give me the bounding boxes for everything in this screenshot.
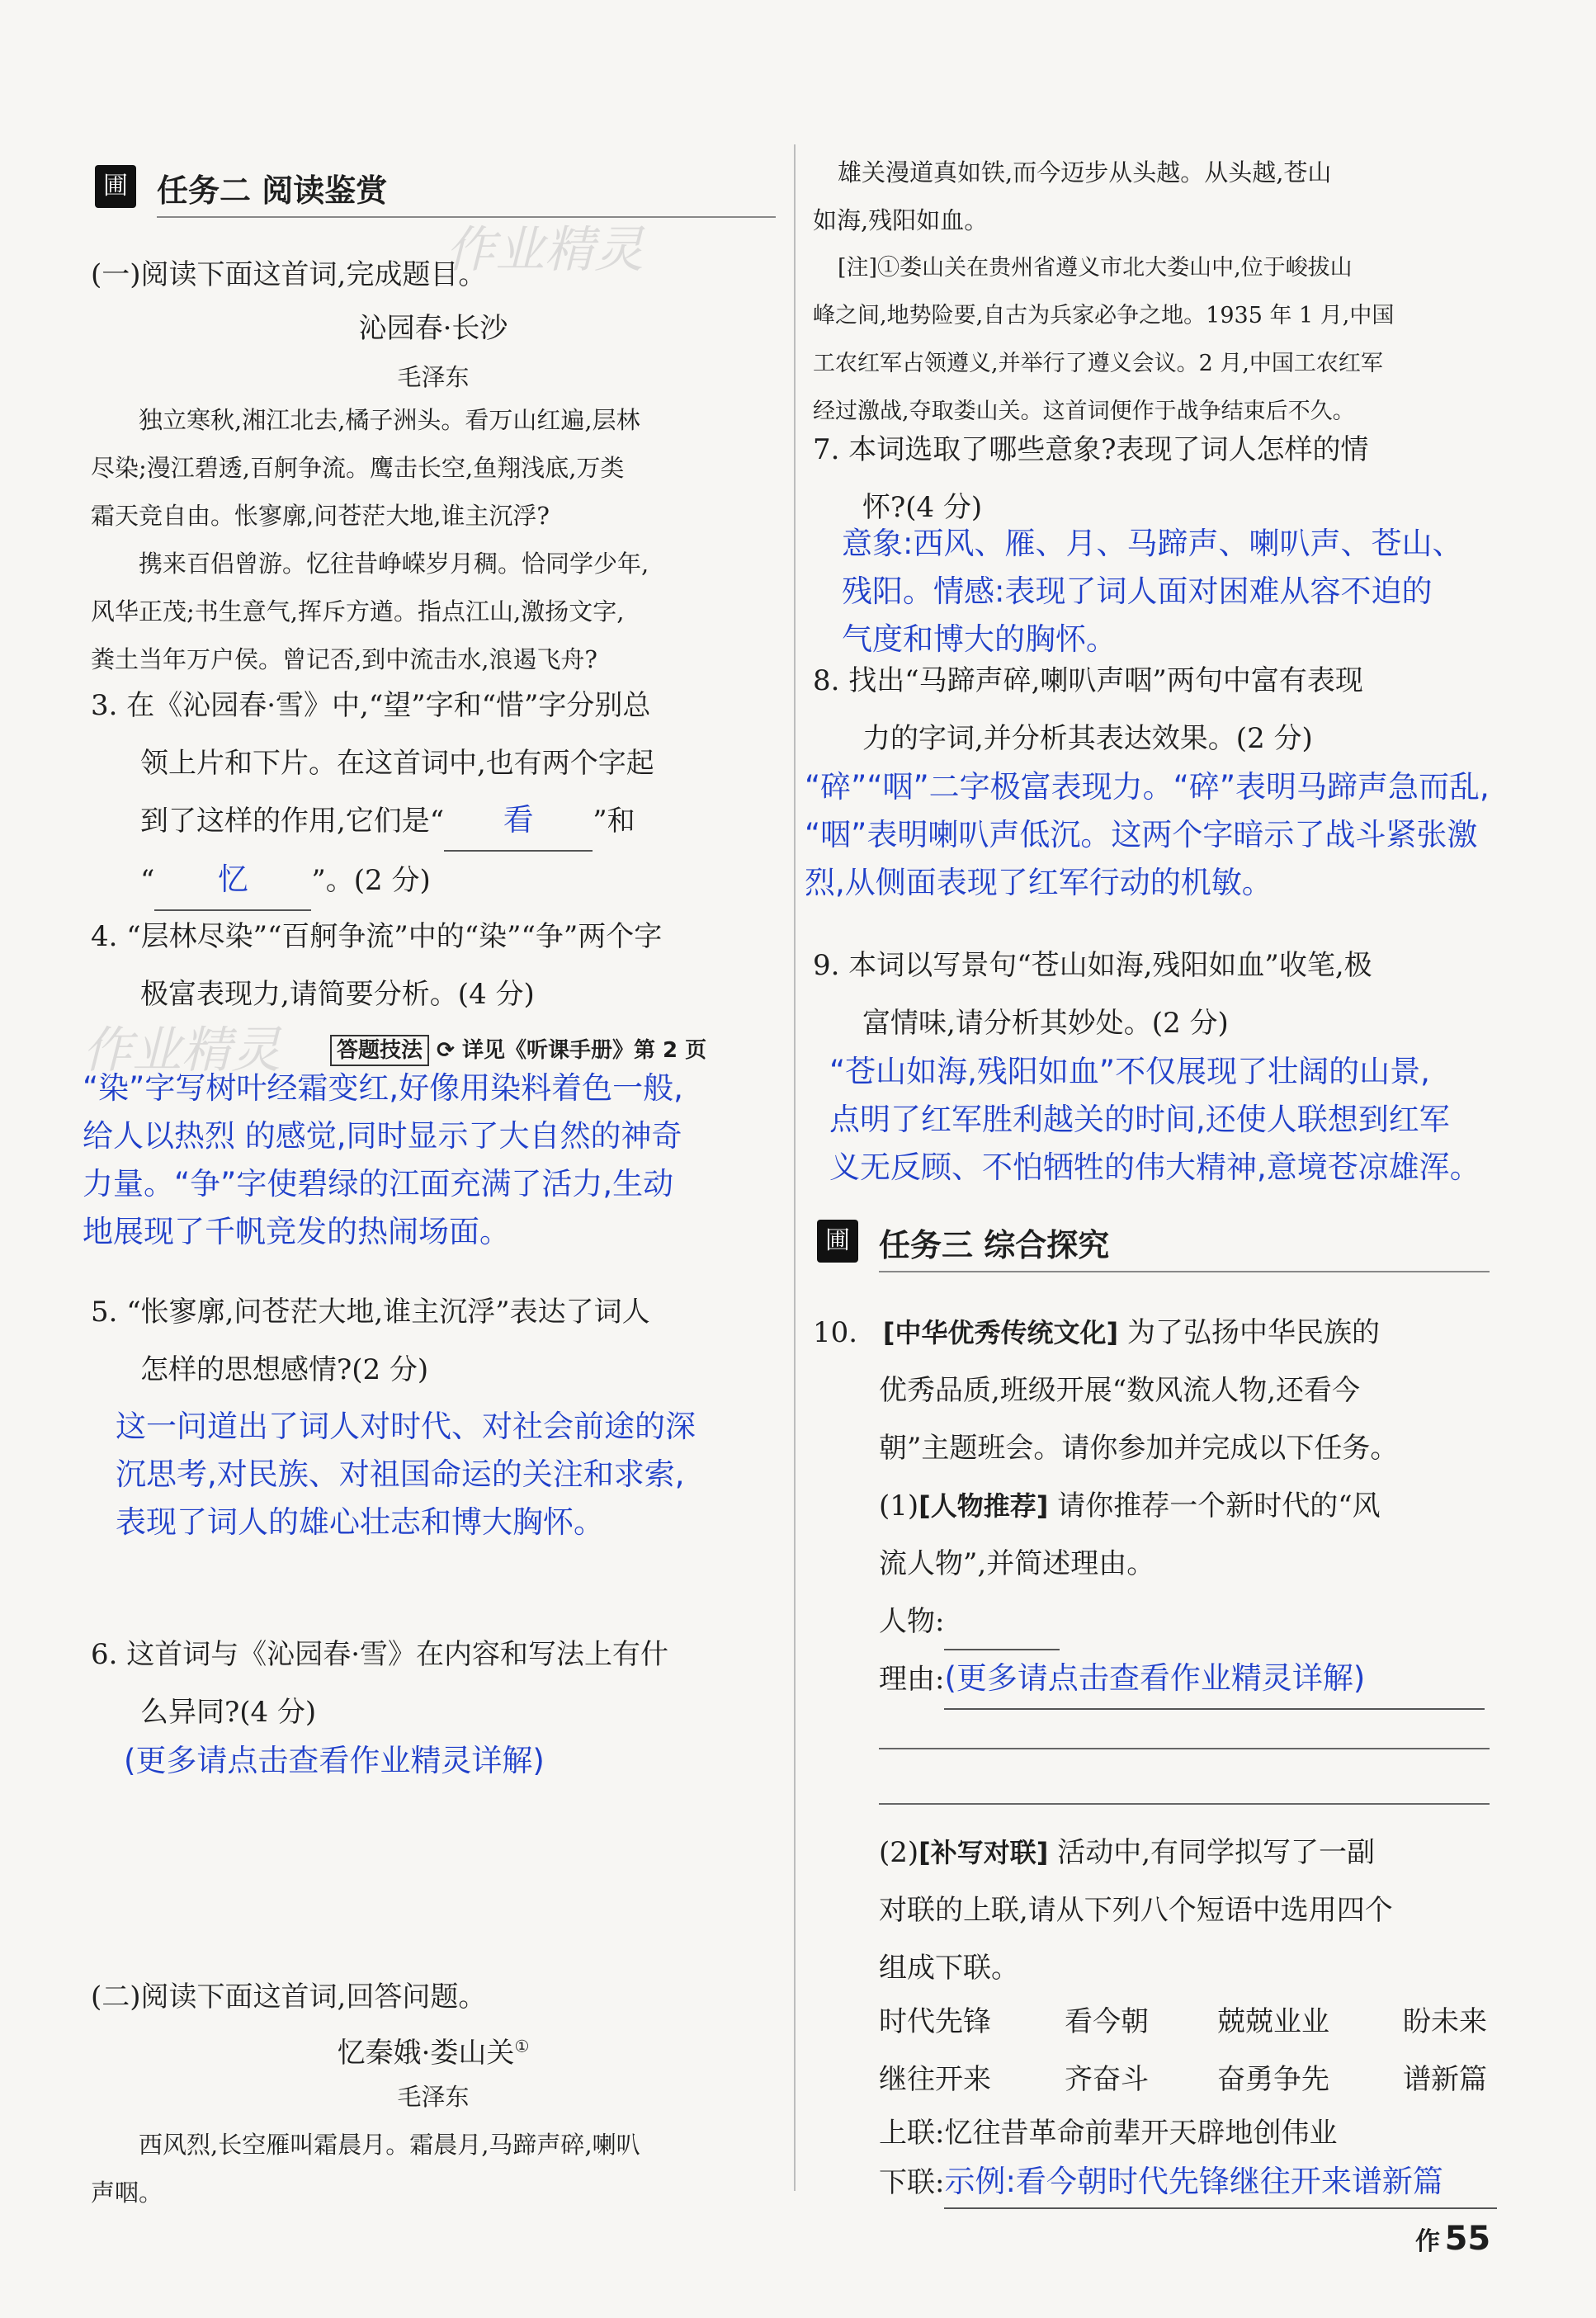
question-10 <box>813 1304 1506 1710</box>
question-line: 9. 本词以写景句“苍山如海,残阳如血”收笔,极 <box>813 949 1372 982</box>
poem1-author: 毛泽东 <box>397 363 470 391</box>
phrase-item: 齐奋斗 <box>1065 2063 1149 2096</box>
answer-line: 烈,从侧面表现了红军行动的机敏。 <box>805 865 1273 900</box>
poem2-continued <box>813 149 1331 244</box>
lower-couplet <box>879 2158 1506 2209</box>
answer-line: 意象:西风、雁、月、马蹄声、喇叭声、苍山、 <box>842 526 1463 561</box>
phrase-row <box>879 1993 1506 2051</box>
question-4 <box>91 908 662 1023</box>
question-text: ”和 <box>593 805 635 838</box>
question-text: 为了弘扬中华民族的 <box>1126 1316 1380 1349</box>
answer-line: “咽”表明喇叭声低沉。这两个字暗示了战斗紧张激 <box>805 817 1478 852</box>
note-line: 峰之间,地势险要,自古为兵家必争之地。1935 年 1 月,中国 <box>813 303 1395 328</box>
answer-line: “染”字写树叶经霜变红,好像用染料着色一般, <box>83 1070 683 1106</box>
answer-text: 忆 <box>217 862 248 897</box>
page-prefix: 作 <box>1415 2227 1440 2256</box>
question-8 <box>813 652 1363 767</box>
answer-line: “苍山如海,残阳如血”不仅展现了壮阔的山景, <box>829 1054 1430 1089</box>
person-input[interactable] <box>944 1607 1060 1650</box>
task3-heading: 任务三 综合探究 <box>879 1227 1110 1263</box>
answer-line: 这一问道出了词人对时代、对社会前途的深 <box>116 1409 696 1444</box>
answer-line: 气度和博大的胸怀。 <box>842 621 1117 657</box>
question-line <box>879 1824 1506 1881</box>
section1-intro: (一)阅读下面这首词,完成题目。 <box>91 258 487 291</box>
question-line: 朝”主题班会。请你参加并完成以下任务。 <box>879 1432 1399 1465</box>
q9-answer <box>829 1048 1480 1192</box>
question-line: 6. 这首词与《沁园春·雪》在内容和写法上有什 <box>91 1638 669 1671</box>
answer-line: 点明了红军胜利越关的时间,还使人联想到红军 <box>829 1102 1450 1137</box>
question-text: “ <box>140 864 155 897</box>
section2-intro: (二)阅读下面这首词,回答问题。 <box>91 1980 487 2013</box>
blank-line <box>879 1803 1490 1805</box>
poem-line: 声咽。 <box>91 2179 163 2207</box>
answer-line: 地展现了千帆竞发的热闹场面。 <box>83 1214 510 1249</box>
question-line <box>91 852 654 911</box>
poem-line: 如海,残阳如血。 <box>813 206 989 234</box>
poem-line: 粪土当年万户侯。曾记否,到中流击水,浪遏飞舟? <box>91 645 597 673</box>
question-5 <box>91 1283 650 1399</box>
phrase-item: 看今朝 <box>1065 2005 1149 2038</box>
note-marker: ① <box>514 2036 530 2056</box>
poem-line: 尽染;漫江碧透,百舸争流。鹰击长空,鱼翔浅底,万类 <box>91 454 625 482</box>
phrase-item: 盼未来 <box>1403 2005 1487 2038</box>
phrase-grid <box>879 1993 1506 2209</box>
question-text: 活动中,有同学拟写了一副 <box>1057 1836 1376 1869</box>
hint-banner[interactable] <box>330 1033 706 1064</box>
question-line: 么异同?(4 分) <box>140 1696 317 1729</box>
category-tag: [人物推荐] <box>918 1490 1049 1522</box>
question-line <box>91 792 654 852</box>
question-line: 8. 找出“马蹄声碎,喇叭声咽”两句中富有表现 <box>813 664 1363 697</box>
question-line: 组成下联。 <box>879 1952 1019 1985</box>
lower-label: 下联: <box>879 2166 945 2199</box>
sub-number: (2) <box>879 1836 919 1869</box>
poem1-body <box>91 396 649 683</box>
reason-label: 理由: <box>879 1663 945 1696</box>
answer-blank <box>154 852 311 911</box>
poem-line: 携来百侣曾游。忆往昔峥嵘岁月稠。恰同学少年, <box>139 550 649 578</box>
q4-answer <box>83 1065 683 1256</box>
note-line: 工农红军占领遵义,并举行了遵义会议。2 月,中国工农红军 <box>813 351 1383 376</box>
lower-input[interactable] <box>944 2158 1497 2209</box>
poem-line: 风华正茂;书生意气,挥斥方遒。指点江山,激扬文字, <box>91 597 625 626</box>
hint-text: 详见《听课手册》第 2 页 <box>461 1038 707 1063</box>
question-10-2 <box>879 1824 1506 1997</box>
question-line: 对联的上联,请从下列八个短语中选用四个 <box>879 1894 1393 1927</box>
question-line: 4. “层林尽染”“百舸争流”中的“染”“争”两个字 <box>91 920 663 953</box>
watermark: 作业精灵 <box>83 1022 281 1079</box>
question-7 <box>813 421 1368 536</box>
task-icon: 圃 <box>817 1220 858 1263</box>
phrase-item: 奋勇争先 <box>1217 2063 1329 2096</box>
question-line <box>813 1477 1506 1535</box>
q8-answer <box>805 763 1490 907</box>
question-line: 领上片和下片。在这首词中,也有两个字起 <box>140 747 654 780</box>
hint-label: 答题技法 <box>330 1035 429 1066</box>
question-number: 10. <box>813 1316 858 1349</box>
note-line: 经过激战,夺取娄山关。这首词便作于战争结束后不久。 <box>813 399 1355 424</box>
phrase-item: 兢兢业业 <box>1217 2005 1329 2038</box>
poem-line: 雄关漫道真如铁,而今迈步从头越。从头越,苍山 <box>838 158 1332 186</box>
lower-answer: 示例:看今朝时代先锋继往开来谱新篇 <box>944 2164 1443 2199</box>
question-line: 优秀品质,班级开展“数风流人物,还看今 <box>879 1374 1360 1407</box>
person-label: 人物: <box>879 1605 945 1638</box>
page-number <box>1415 2220 1490 2258</box>
question-6 <box>91 1626 668 1741</box>
question-9 <box>813 937 1372 1052</box>
answer-text: 看 <box>503 802 534 838</box>
question-text: 请你推荐一个新时代的“风 <box>1057 1489 1381 1523</box>
poem2-body <box>91 2121 640 2216</box>
answer-line: 表现了词人的雄心壮志和博大胸怀。 <box>116 1504 604 1540</box>
sub-number: (1) <box>879 1489 919 1523</box>
question-line <box>813 1304 1506 1362</box>
poem2-title-text: 忆秦娥·娄山关 <box>337 2037 515 2070</box>
question-line: 流人物”,并简述理由。 <box>879 1547 1155 1580</box>
page-num: 55 <box>1444 2220 1491 2258</box>
answer-blank <box>444 792 593 852</box>
answer-line: 给人以热烈 的感觉,同时显示了大自然的神奇 <box>83 1118 682 1154</box>
note-line: [注]①娄山关在贵州省遵义市北大娄山中,位于峻拔山 <box>838 255 1353 281</box>
question-text: 到了这样的作用,它们是“ <box>140 805 445 838</box>
watermark: 作业精灵 <box>446 221 644 279</box>
answer-line: 残阳。情感:表现了词人面对困难从容不迫的 <box>842 574 1433 609</box>
blank-line <box>879 1748 1490 1749</box>
phrase-item: 继往开来 <box>879 2063 991 2096</box>
question-line: 7. 本词选取了哪些意象?表现了词人怎样的情 <box>813 433 1369 466</box>
reason-input[interactable] <box>944 1650 1485 1710</box>
question-line: 富情味,请分析其妙处。(2 分) <box>862 1007 1229 1040</box>
answer-line: “碎”“咽”二字极富表现力。“碎”表明马蹄声急而乱, <box>805 769 1490 805</box>
poem2-title <box>83 2030 784 2070</box>
q6-answer-link[interactable]: (更多请点击查看作业精灵详解) <box>124 1743 545 1778</box>
phrase-item: 谱新篇 <box>1403 2063 1487 2096</box>
category-tag: [中华优秀传统文化] <box>882 1317 1119 1348</box>
question-line: 极富表现力,请简要分析。(4 分) <box>140 978 535 1011</box>
question-line: 5. “怅寥廓,问苍茫大地,谁主沉浮”表达了词人 <box>91 1296 650 1329</box>
reason-line <box>813 1650 1506 1710</box>
answer-line: 沉思考,对民族、对祖国命运的关注和求索, <box>116 1456 685 1492</box>
column-divider <box>794 144 796 2191</box>
question-line: 怎样的思想感情?(2 分) <box>140 1353 429 1386</box>
heading-rule <box>879 1271 1490 1272</box>
person-line <box>813 1593 1506 1650</box>
poem1-title: 沁园春·长沙 <box>358 312 508 345</box>
poem-note <box>813 244 1394 436</box>
category-tag: [补写对联] <box>918 1837 1049 1868</box>
phrase-item: 时代先锋 <box>879 2005 991 2038</box>
poem2-author: 毛泽东 <box>397 2083 470 2111</box>
phrase-row <box>879 2051 1506 2108</box>
question-line: 力的字词,并分析其表达效果。(2 分) <box>862 722 1313 755</box>
answer-line: 义无反顾、不怕牺牲的伟大精神,意境苍凉雄浑。 <box>829 1150 1480 1185</box>
q5-answer <box>116 1403 696 1546</box>
arrow-icon: ⟳ <box>437 1038 455 1063</box>
poem-line: 西风烈,长空雁叫霜晨月。霜晨月,马蹄声碎,喇叭 <box>139 2131 640 2159</box>
poem-line: 霜天竞自由。怅寥廓,问苍茫大地,谁主沉浮? <box>91 502 550 530</box>
question-line: 3. 在《沁园春·雪》中,“望”字和“惜”字分别总 <box>91 689 651 722</box>
answer-line: 力量。“争”字使碧绿的江面充满了活力,生动 <box>83 1166 674 1201</box>
q7-answer <box>842 520 1462 663</box>
task-icon: 圃 <box>95 165 136 208</box>
question-line: 怀?(4 分) <box>862 491 983 524</box>
poem-line: 独立寒秋,湘江北去,橘子洲头。看万山红遍,层林 <box>139 406 640 434</box>
task2-heading: 任务二 阅读鉴赏 <box>157 172 388 209</box>
upper-couplet: 上联:忆往昔革命前辈开天辟地创伟业 <box>879 2117 1338 2150</box>
question-3 <box>91 677 654 911</box>
question-text: ”。(2 分) <box>311 864 431 897</box>
reason-answer-link[interactable]: (更多请点击查看作业精灵详解) <box>944 1660 1366 1696</box>
